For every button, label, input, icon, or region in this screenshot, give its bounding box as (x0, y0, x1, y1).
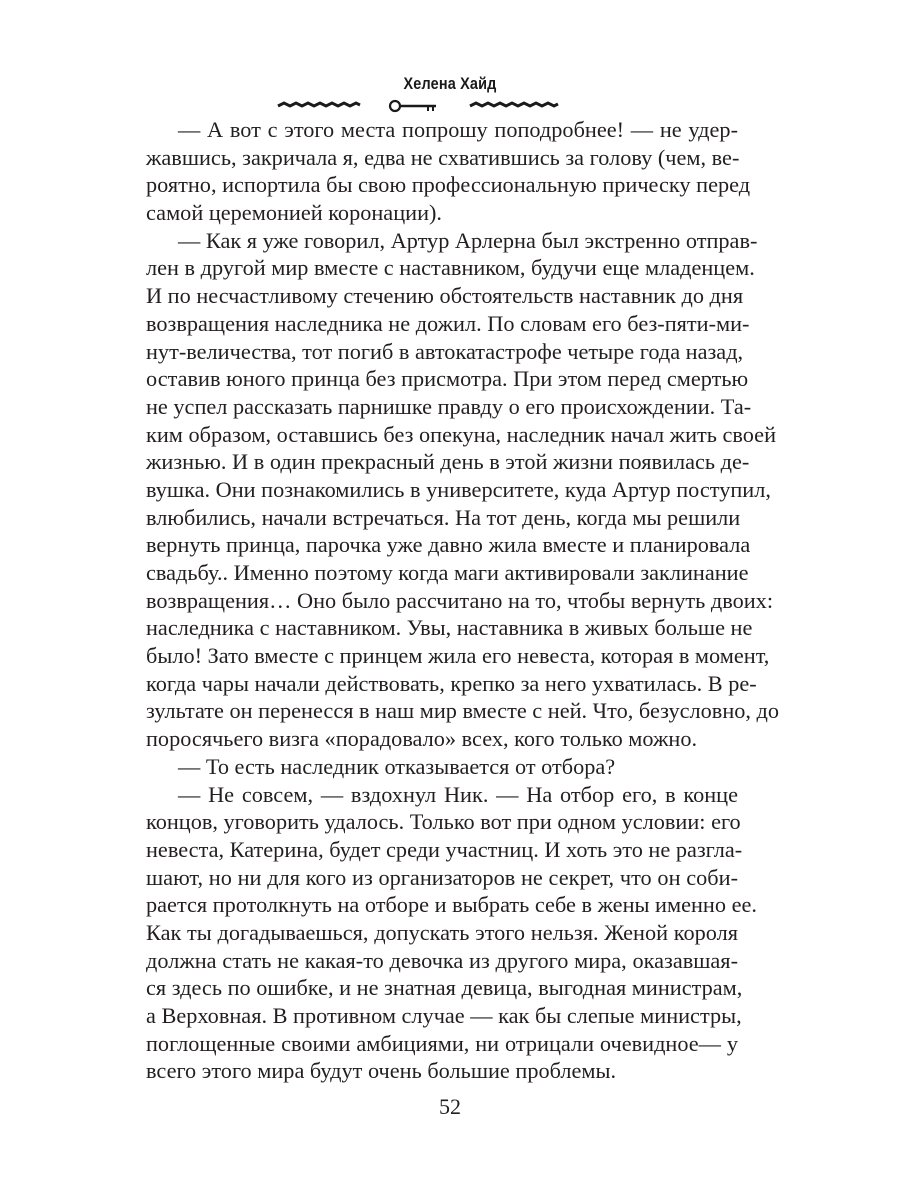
text-line: должна стать не какая-то девочка из другого мира, оказавшая- (146, 947, 738, 973)
text-line: — Не совсем, — вздохнул Ник. — На отбор его, в конце (178, 781, 738, 807)
text-line: самой церемонией коронации). (146, 200, 442, 226)
text-line: свадьбу.. Именно поэтому когда маги активировали заклинание (146, 560, 749, 585)
author-name: Хелена Хайд (403, 74, 497, 93)
text-line: роятно, испортила бы свою профессиональную прическу перед (146, 172, 751, 198)
text-line: возвращения… Оно было рассчитано на то, чтобы вернуть двоих: (146, 587, 774, 613)
text-line: концов, уговорить удалось. Только вот при одном условии: его (146, 809, 741, 835)
page-number: 52 (439, 1094, 461, 1119)
text-line: невеста, Катерина, будет среди участниц. И хоть это не разгла- (146, 836, 743, 862)
text-line: ся здесь по ошибке, и не знатная девица, выгодная министрам, (146, 975, 743, 1001)
text-line: наследника с наставником. Увы, наставника в живых больше не (146, 615, 753, 641)
text-line: жавшись, закричала я, едва не схватившись за голову (чем, ве- (146, 144, 740, 170)
text-line: оставив юного принца без присмотра. При этом перед смертью (146, 366, 749, 392)
text-line: жизнью. И в один прекрасный день в этой жизни появилась де- (146, 449, 750, 475)
text-line: было! Зато вместе с принцем жила его невеста, которая в момент, (146, 643, 770, 669)
text-line: рается протолкнуть на отборе и выбрать себе в жены именно ее. (146, 892, 757, 918)
text-line: вушка. Они познакомились в университете, куда Артур поступил, (146, 476, 771, 502)
text-line: возвращения наследника не дожил. По словам его без-пяти-ми- (146, 310, 750, 336)
body-text (146, 116, 780, 1085)
text-line: вернуть принца, парочка уже давно жила вместе и планировала (146, 532, 751, 558)
text-line: всего этого мира будут очень большие проблемы. (146, 1058, 617, 1084)
text-line: а Верховная. В противном случае — как бы слепые министры, (146, 1003, 742, 1028)
text-line: лен в другой мир вместе с наставником, будучи еще младенцем. (146, 255, 755, 281)
text-line: — А вот с этого места попрошу поподробнее! — не удер- (178, 117, 738, 142)
text-line: — То есть наследник отказывается от отбора? (178, 753, 616, 779)
text-line: влюбились, начали встречаться. На тот день, когда мы решили (146, 504, 741, 530)
text-line: Как ты догадываешься, допускать этого нельзя. Женой короля (146, 919, 738, 945)
text-line: нут-величества, тот погиб в автокатастрофе четыре года назад, (146, 338, 744, 364)
text-line: когда чары начали действовать, крепко за него ухватилась. В ре- (146, 670, 757, 696)
text-line: ким образом, оставшись без опекуна, наследник начал жить своей (146, 421, 777, 447)
text-line: не успел рассказать парнишке правду о его происхождении. Та- (146, 393, 752, 419)
text-line: И по несчастливому стечению обстоятельств наставник до дня (146, 283, 744, 309)
text-line: поглощенные своими амбициями, ни отрицали очевидное— у (146, 1030, 738, 1056)
text-line: шают, но ни для кого из организаторов не секрет, что он соби- (146, 864, 738, 890)
key-ornament-icon (270, 97, 570, 117)
text-line: зультате он перенесся в наш мир вместе с ней. Что, безусловно, до (146, 698, 780, 724)
text-line: поросячьего визга «порадовало» всех, кого только можно. (146, 726, 698, 752)
running-header (0, 74, 900, 94)
text-line: — Как я уже говорил, Артур Арлерна был экстренно отправ- (178, 227, 758, 253)
